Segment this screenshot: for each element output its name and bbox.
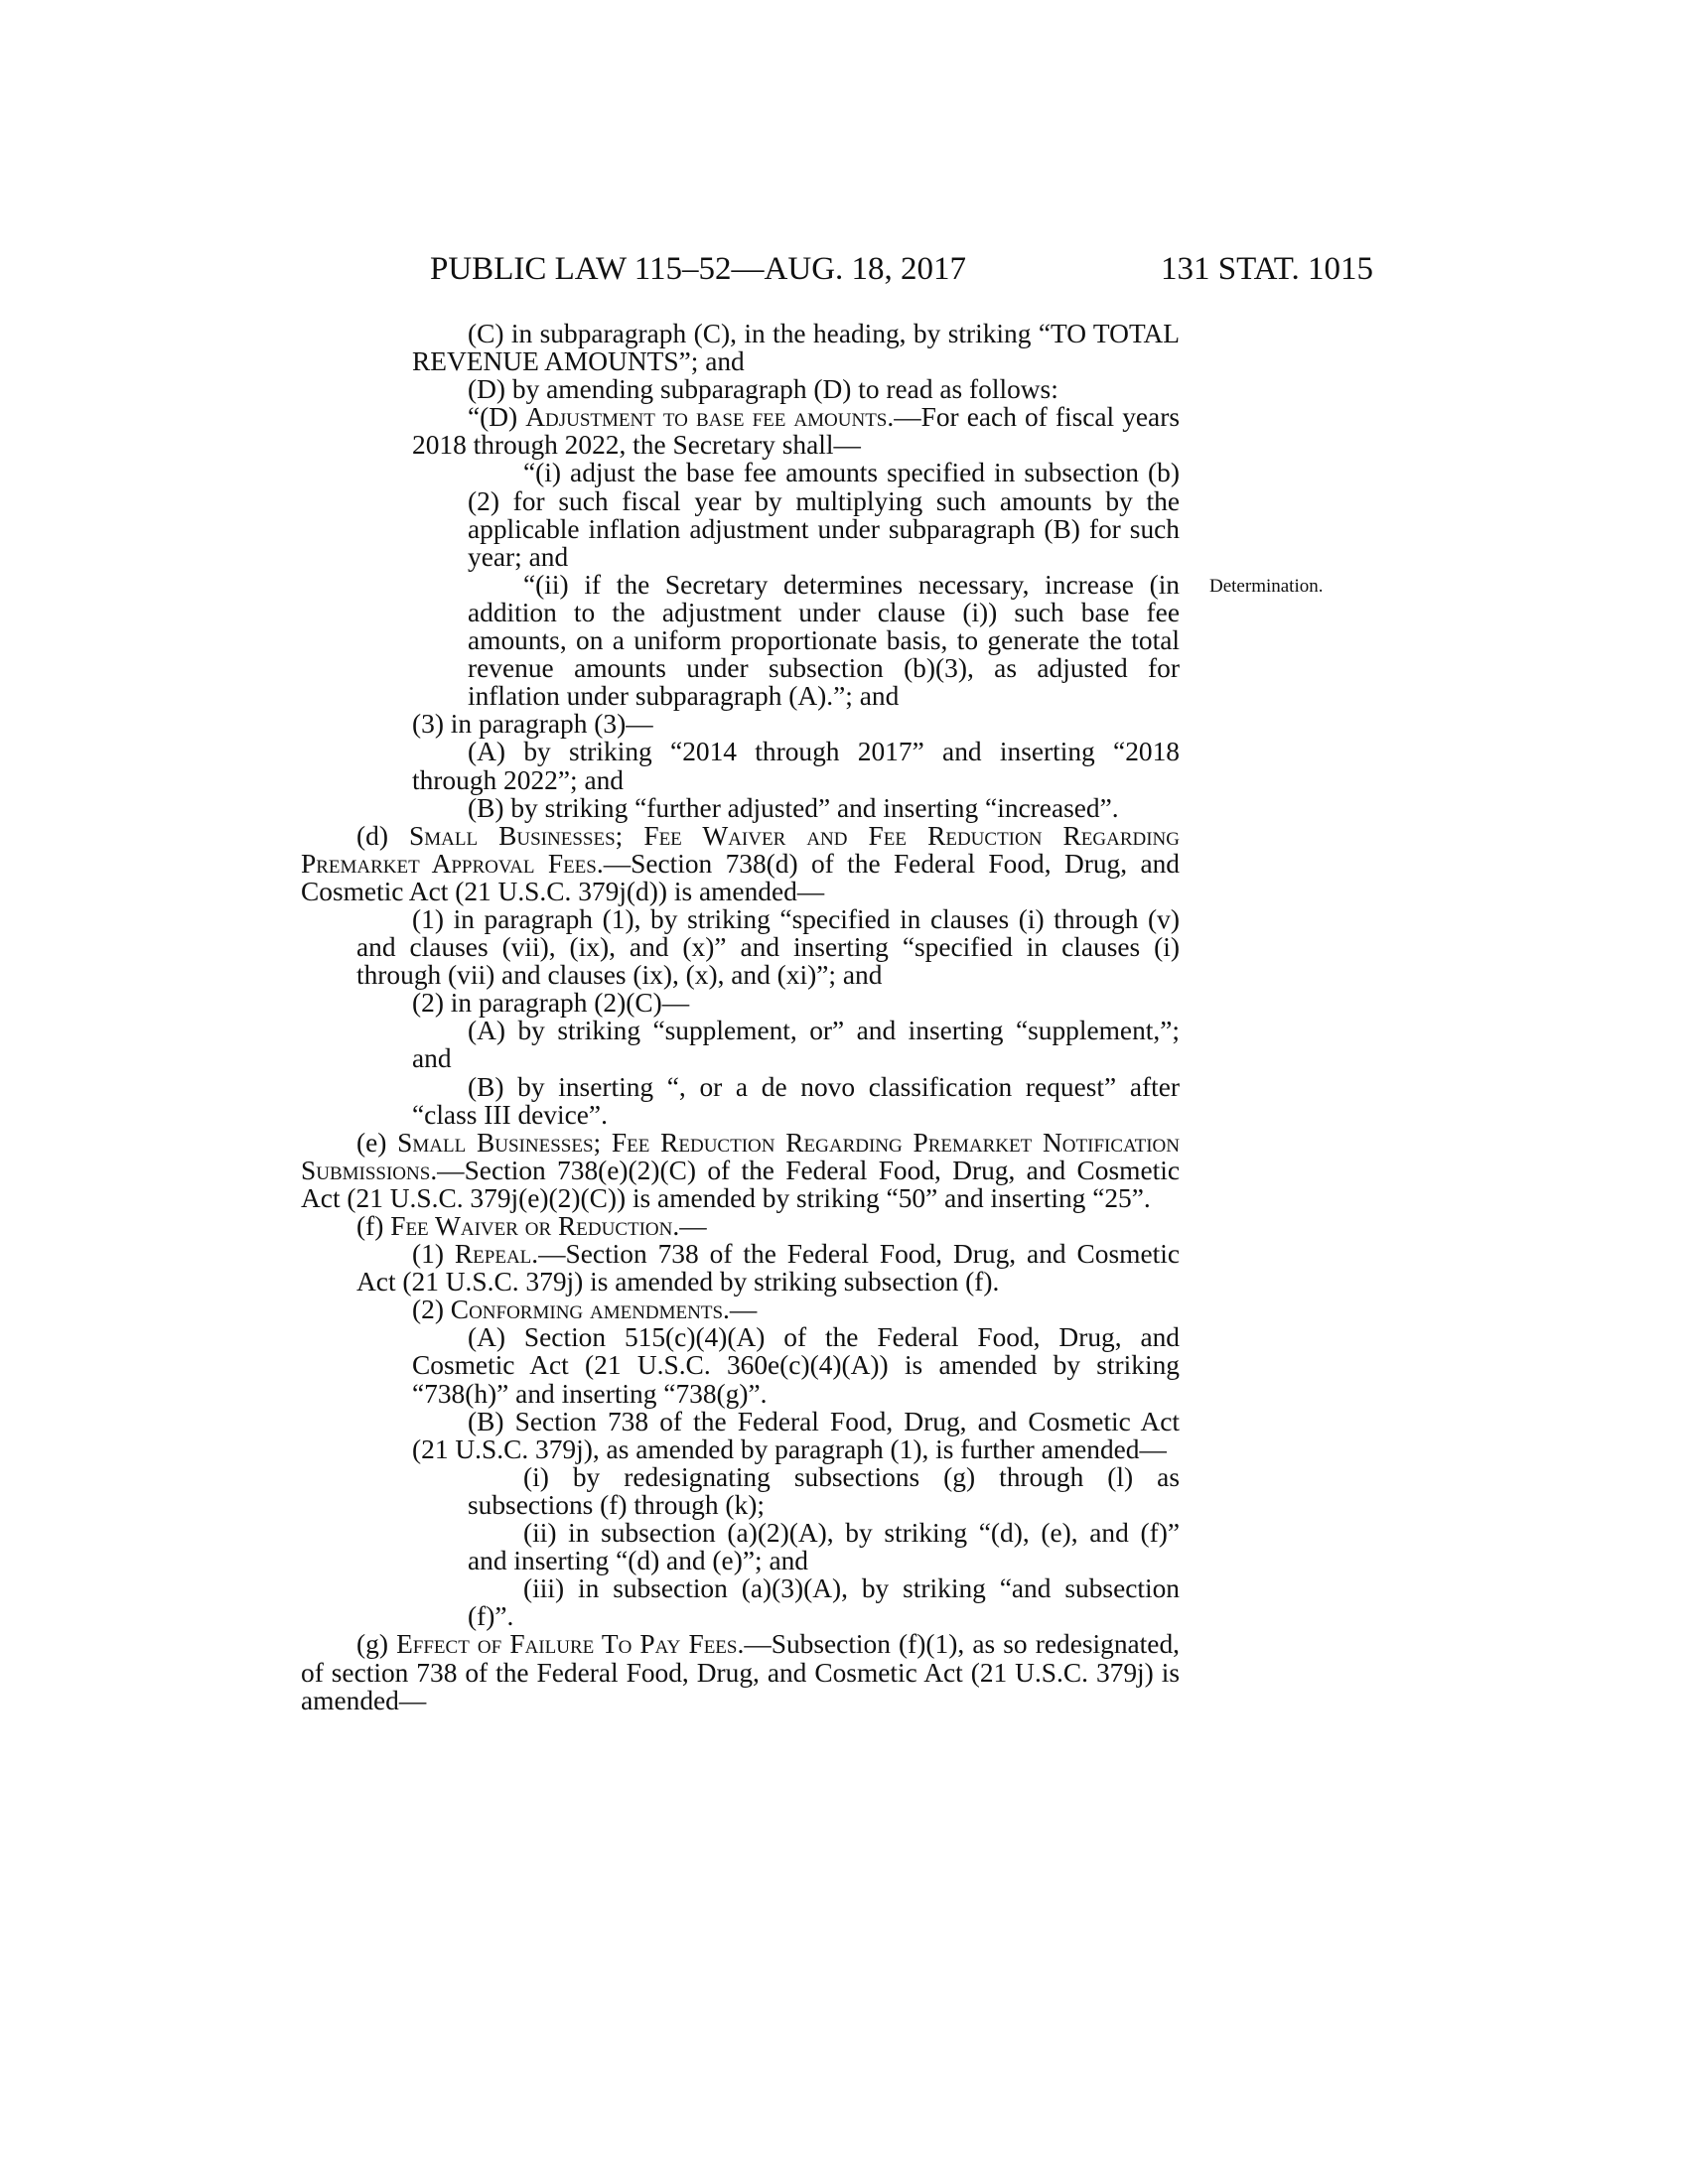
section-d-heading: Small Businesses; Fee Waiver and Fee Reduction Regarding Premarket Approval Fees <box>301 820 1180 879</box>
margin-note-determination: Determination. <box>1209 576 1324 597</box>
section-d-paragraph-2-a: (A) by striking “supplement, or” and inserting “supplement,”; and <box>412 1016 1180 1074</box>
subparagraph-d-heading: Adjustment to base fee amounts <box>525 402 888 433</box>
section-d-label: (d) <box>356 820 410 851</box>
subparagraph-d-adjustment <box>412 403 1180 459</box>
repeal-text: .—Section 738 of the Federal Food, Drug, and Cosmetic Act (21 U.S.C. 379j) is amended by striking subsection (f). <box>356 1239 1180 1297</box>
section-e-text: .—Section 738(e)(2)(C) of the Federal Food, Drug, and Cosmetic Act (21 U.S.C. 379j(e)(2)(C)) is amended by striking “50” and inserting “25”. <box>301 1155 1180 1213</box>
section-g-label: (g) <box>356 1629 397 1660</box>
clause-c-heading-strike: (C) in subparagraph (C), in the heading, by striking “TO TOTAL REVENUE AMOUNTS”; and <box>412 319 1180 377</box>
section-d-text: .—Section 738(d) of the Federal Food, Drug, and Cosmetic Act (21 U.S.C. 379j(d)) is amended— <box>301 848 1180 906</box>
section-g-effect-of-failure <box>301 1630 1180 1713</box>
conforming-b-iii: (iii) in subsection (a)(3)(A), by striking “and subsection (f)”. <box>468 1573 1180 1632</box>
conforming-text: .— <box>723 1295 758 1325</box>
section-f-fee-waiver <box>301 1212 1180 1240</box>
conforming-b: (B) Section 738 of the Federal Food, Drug, and Cosmetic Act (21 U.S.C. 379j), as amended by paragraph (1), is further amended— <box>412 1406 1180 1464</box>
section-f-label: (f) <box>356 1211 391 1241</box>
section-f-paragraph-2-conforming <box>356 1296 1180 1323</box>
paragraph-3-a: (A) by striking “2014 through 2017” and inserting “2018 through 2022”; and <box>412 737 1180 795</box>
conforming-label: (2) <box>412 1295 451 1325</box>
repeal-label: (1) <box>412 1239 455 1270</box>
subparagraph-d-label: “(D) <box>468 402 526 433</box>
statute-body <box>301 320 1180 1714</box>
paragraph-3: (3) in paragraph (3)— <box>412 709 653 740</box>
section-e-small-businesses <box>301 1129 1180 1212</box>
conforming-b-ii: (ii) in subsection (a)(2)(A), by striking “(d), (e), and (f)” and inserting “(d) and (e)”; and <box>468 1518 1180 1576</box>
section-d-paragraph-2-b: (B) by inserting “, or a de novo classification request” after “class III device”. <box>412 1071 1180 1130</box>
clause-ii-increase: “(ii) if the Secretary determines necessary, increase (in addition to the adjustment under clause (i)) such base fee amounts, on a uniform proportionate basis, to generate the total revenue amounts under subsection (b)(3), as adjusted for inflation under subparagraph (A).”; and <box>468 569 1180 712</box>
page-folio: 131 STAT. 1015 <box>1160 251 1373 287</box>
clause-i-adjust: “(i) adjust the base fee amounts specified in subsection (b)(2) for such fiscal year by multiplying such amounts by the applicable inflation adjustment under subparagraph (B) for such year; and <box>468 458 1180 572</box>
conforming-b-i: (i) by redesignating subsections (g) through (l) as subsections (f) through (k); <box>468 1461 1180 1520</box>
section-g-text: .—Subsection (f)(1), as so redesignated, of section 738 of the Federal Food, Drug, and Cosmetic Act (21 U.S.C. 379j) is amended— <box>301 1629 1180 1715</box>
section-e-heading: Small Businesses; Fee Reduction Regarding Premarket Notification Submissions <box>301 1127 1180 1185</box>
conforming-heading: Conforming amendments <box>450 1295 724 1325</box>
section-d-small-businesses <box>301 822 1180 905</box>
running-head: PUBLIC LAW 115–52—AUG. 18, 2017 <box>430 251 967 287</box>
section-f-heading: Fee Waiver or Reduction <box>390 1211 673 1241</box>
repeal-heading: Repeal <box>454 1239 532 1270</box>
clause-d-amend: (D) by amending subparagraph (D) to read as follows: <box>468 374 1058 405</box>
section-f-paragraph-1-repeal <box>356 1240 1180 1296</box>
section-g-heading: Effect of Failure To Pay Fees <box>396 1629 738 1660</box>
page-header <box>430 249 1373 289</box>
subparagraph-d-text: .—For each of fiscal years 2018 through 2022, the Secretary shall— <box>412 402 1180 461</box>
paragraph-3-b: (B) by striking “further adjusted” and inserting “increased”. <box>468 792 1119 823</box>
conforming-a: (A) Section 515(c)(4)(A) of the Federal Food, Drug, and Cosmetic Act (21 U.S.C. 360e(c)(4)(A)) is amended by striking “738(h)” and inserting “738(g)”. <box>412 1322 1180 1409</box>
section-d-paragraph-1: (1) in paragraph (1), by striking “specified in clauses (i) through (v) and clauses (vii), (ix), and (x)” and inserting “specified in clauses (i) through (vii) and clauses (ix), (x), and (xi)”; and <box>356 903 1180 991</box>
section-f-text: .— <box>672 1211 707 1241</box>
section-d-paragraph-2: (2) in paragraph (2)(C)— <box>412 988 690 1019</box>
section-e-label: (e) <box>356 1127 398 1158</box>
